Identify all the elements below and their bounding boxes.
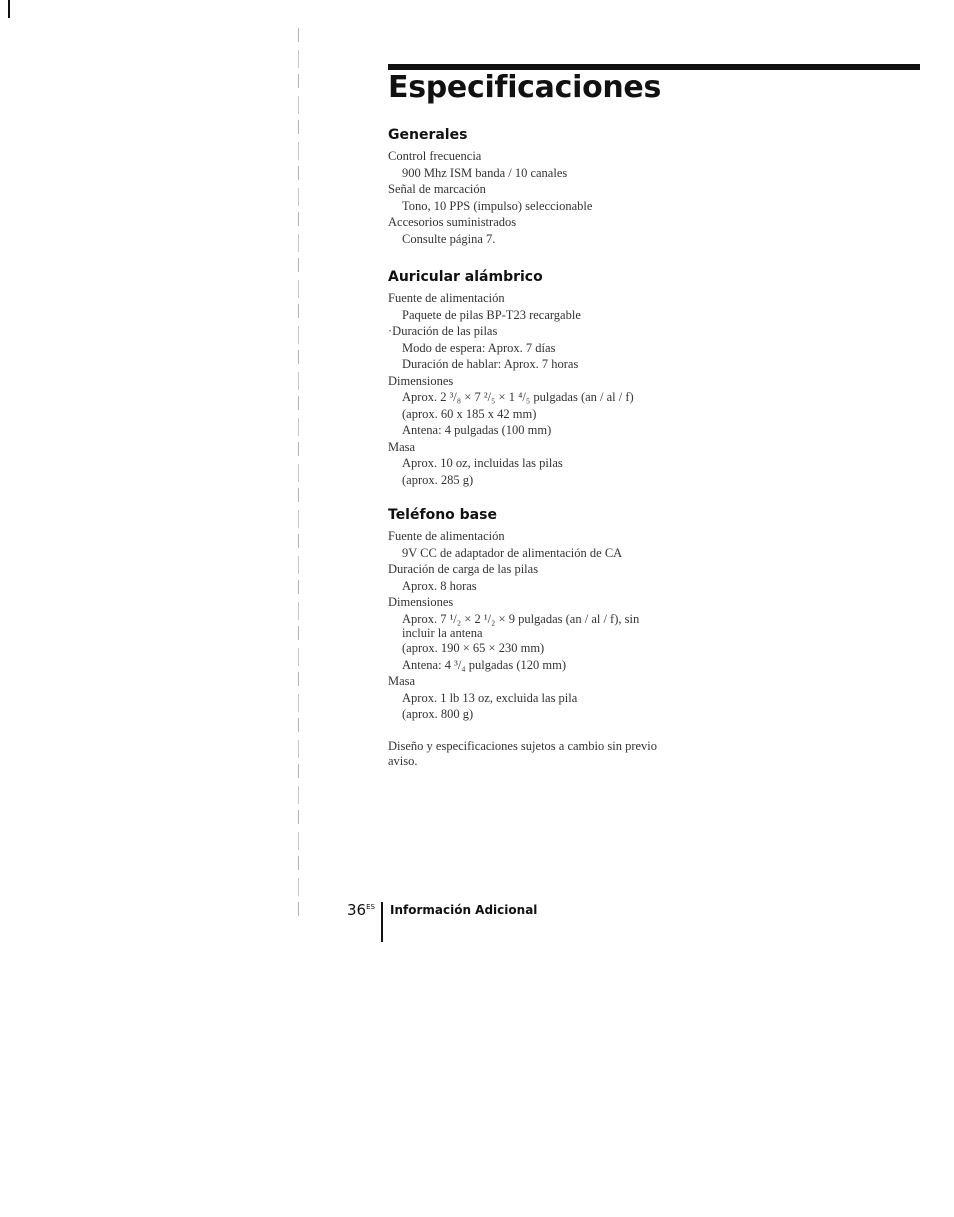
spec-label: Dimensiones	[388, 373, 454, 388]
disclaimer-note: Diseño y especificaciones sujetos a cambio sin previo aviso.	[388, 739, 658, 768]
footer-section-label: Información Adicional	[390, 903, 538, 917]
spec-value: 9V CC de adaptador de alimentación de CA	[402, 545, 623, 560]
spec-value: Antena: 4 pulgadas (100 mm)	[402, 423, 552, 437]
spec-value: 900 Mhz ISM banda / 10 canales	[402, 165, 568, 180]
page-number	[347, 901, 375, 919]
spec-value: Consulte página 7.	[402, 231, 496, 246]
spec-value: Aprox. 2 ³/₈ × 7 ²/₅ × 1 ⁴/₅ pulgadas (an / al / f)	[402, 390, 634, 404]
spec-label: Masa	[388, 439, 416, 454]
spec-label: ·Duración de las pilas	[388, 324, 498, 338]
section-heading: Teléfono base	[388, 507, 497, 523]
spec-value: Aprox. 10 oz, incluidas las pilas	[402, 456, 563, 470]
spec-value: Aprox. 8 horas	[402, 578, 477, 593]
spec-value: incluir la antena	[402, 626, 483, 640]
scan-binding-edge	[298, 28, 299, 918]
section-heading: Auricular alámbrico	[388, 269, 543, 285]
page-number-value: 36	[347, 901, 367, 919]
spec-label: Control frecuencia	[388, 149, 482, 163]
section-generales	[388, 126, 592, 247]
spec-value: Antena: 4 ³/₄ pulgadas (120 mm)	[402, 657, 566, 672]
spec-value: (aprox. 60 x 185 x 42 mm)	[402, 406, 537, 421]
spec-value: Tono, 10 PPS (impulso) seleccionable	[402, 198, 593, 213]
spec-label: Señal de marcación	[388, 182, 486, 196]
spec-label: Accesorios suministrados	[388, 215, 517, 229]
page-title: Especificaciones	[388, 70, 662, 105]
spec-value: Aprox. 7 ¹/₂ × 2 ¹/₂ × 9 pulgadas (an / al / f), sin	[402, 611, 640, 626]
spec-label: Fuente de alimentación	[388, 529, 505, 543]
spec-label: Duración de carga de las pilas	[388, 562, 539, 576]
spec-value: Aprox. 1 lb 13 oz, excluida las pila	[402, 690, 578, 705]
spec-label: Masa	[388, 674, 416, 688]
spec-value: Modo de espera: Aprox. 7 días	[402, 340, 556, 355]
spec-value: Paquete de pilas BP-T23 recargable	[402, 307, 581, 322]
spec-label: Fuente de alimentación	[388, 291, 505, 305]
spec-value: (aprox. 285 g)	[402, 472, 474, 487]
spec-label: Dimensiones	[388, 595, 454, 609]
spec-value: (aprox. 800 g)	[402, 707, 474, 721]
section-telefono-base	[388, 506, 639, 723]
corner-crop-mark	[8, 0, 10, 18]
spec-value: Duración de hablar: Aprox. 7 horas	[402, 357, 579, 371]
footer-divider	[381, 902, 383, 942]
section-heading: Generales	[388, 127, 468, 143]
spec-value: (aprox. 190 × 65 × 230 mm)	[402, 641, 545, 655]
section-auricular-alambrico	[388, 268, 634, 488]
page-language-suffix: ES	[366, 903, 375, 911]
